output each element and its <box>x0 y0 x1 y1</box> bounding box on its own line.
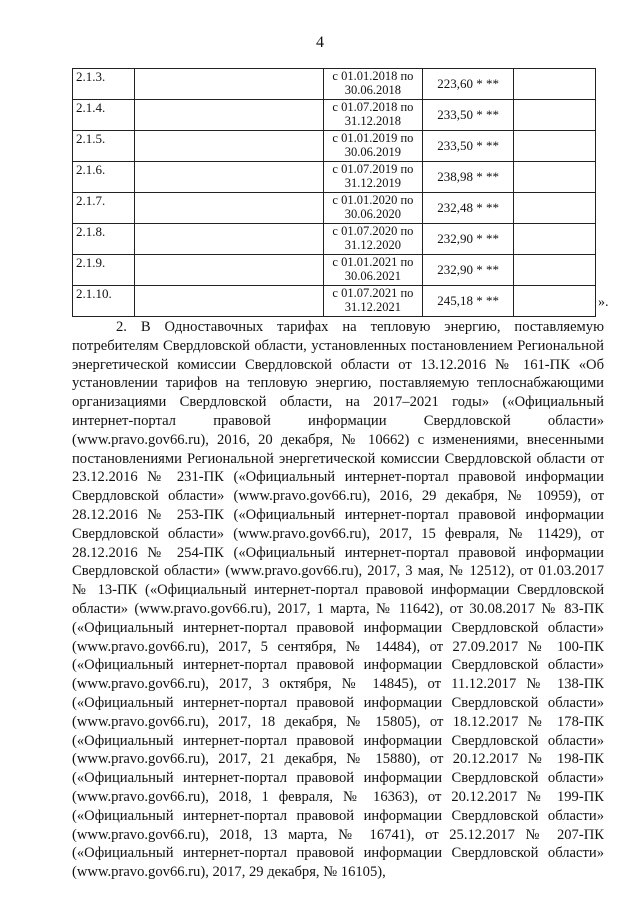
period-start: с 01.07.2018 по <box>332 100 414 114</box>
price-cell: 223,60 * ** <box>423 69 514 100</box>
period-cell <box>323 224 422 255</box>
empty-cell <box>134 255 323 286</box>
empty-cell <box>134 100 323 131</box>
empty-cell <box>134 69 323 100</box>
row-number: 2.1.7. <box>73 193 135 224</box>
period-start: с 01.07.2019 по <box>332 162 414 176</box>
tariff-table <box>72 68 596 317</box>
period-start: с 01.07.2020 по <box>332 224 414 238</box>
row-number: 2.1.9. <box>73 255 135 286</box>
period-cell <box>323 162 422 193</box>
period-end: 31.12.2019 <box>344 176 402 190</box>
price-cell: 238,98 * ** <box>423 162 514 193</box>
table-row <box>73 255 596 286</box>
price-cell: 233,50 * ** <box>423 100 514 131</box>
period-cell <box>323 193 422 224</box>
table-row <box>73 69 596 100</box>
row-number: 2.1.10. <box>73 286 135 317</box>
period-start: с 01.01.2019 по <box>332 131 414 145</box>
period-end: 31.12.2021 <box>344 300 402 314</box>
empty-cell <box>514 69 596 100</box>
empty-cell <box>514 131 596 162</box>
table-row <box>73 193 596 224</box>
table-row <box>73 286 596 317</box>
paragraph-text: 2. В Одноставочных тарифах на тепловую энергию, поставляемую потребителям Свердловской области, установленных постановлением Региональной энергетической комиссии Свердловской области от 13.12.2016 № 161-ПК «Об установлении тарифов на тепловую энергию, поставляемую теплоснабжающими организациями Свердловской области, на 2017–2021 годы» («Официальный интернет-портал правовой информации Свердловской области» (www.pravo.gov66.ru), 2016, 20 декабря, № 10662) с изменениями, внесенными постановлениями Региональной энергетической комиссии Свердловской области от 23.12.2016 № 231-ПК («Официальный интернет-портал правовой информации Свердловской области» (www.pravo.gov66.ru), 2016, 29 декабря, № 10959), от 28.12.2016 № 253-ПК («Официальный интернет-портал правовой информации Свердловской области» (www.pravo.gov66.ru), 2017, 15 февраля, № 11429), от 28.12.2016 № 254-ПК («Официальный интернет-портал правовой информации Свердловской области» (www.pravo.gov66.ru), 2017, 3 мая, № 12512), от 01.03.2017 № 13-ПК («Официальный интернет-портал правовой информации Свердловской области» (www.pravo.gov66.ru), 2017, 1 марта, № 11642), от 30.08.2017 № 83-ПК («Официальный интернет-портал правовой информации Свердловской области» (www.pravo.gov66.ru), 2017, 5 сентября, № 14484), от 27.09.2017 № 100-ПК («Официальный интернет-портал правовой информации Свердловской области» (www.pravo.gov66.ru), 2017, 3 октября, № 14845), от 11.12.2017 № 138-ПК («Официальный интернет-портал правовой информации Свердловской области» (www.pravo.gov66.ru), 2017, 18 декабря, № 15805), от 18.12.2017 № 178-ПК («Официальный интернет-портал правовой информации Свердловской области» (www.pravo.gov66.ru), 2017, 21 декабря, № 15880), от 20.12.2017 № 198-ПК («Официальный интернет-портал правовой информации Свердловской области» (www.pravo.gov66.ru), 2018, 1 февраля, № 16363), от 20.12.2017 № 199-ПК («Официальный интернет-портал правовой информации Свердловской области» (www.pravo.gov66.ru), 2018, 13 марта, № 16741), от 25.12.2017 № 207-ПК («Официальный интернет-портал правовой информации Свердловской области» (www.pravo.gov66.ru), 2017, 29 декабря, № 16105), <box>72 319 604 881</box>
price-cell: 245,18 * ** <box>423 286 514 317</box>
empty-cell <box>134 224 323 255</box>
empty-cell <box>134 162 323 193</box>
period-start: с 01.01.2020 по <box>332 193 414 207</box>
price-cell: 232,48 * ** <box>423 193 514 224</box>
period-cell <box>323 255 422 286</box>
empty-cell <box>134 131 323 162</box>
period-start: с 01.01.2021 по <box>332 255 414 269</box>
tariff-table-body <box>73 69 596 317</box>
price-cell: 232,90 * ** <box>423 224 514 255</box>
row-number: 2.1.4. <box>73 100 135 131</box>
period-end: 31.12.2020 <box>344 238 402 252</box>
period-end: 30.06.2019 <box>344 145 402 159</box>
empty-cell <box>134 286 323 317</box>
empty-cell <box>514 100 596 131</box>
row-number: 2.1.6. <box>73 162 135 193</box>
empty-cell <box>514 224 596 255</box>
row-number: 2.1.3. <box>73 69 135 100</box>
period-end: 30.06.2020 <box>344 207 402 221</box>
table-row <box>73 131 596 162</box>
period-cell <box>323 69 422 100</box>
period-cell <box>323 286 422 317</box>
empty-cell <box>514 255 596 286</box>
empty-cell <box>514 286 596 317</box>
row-number: 2.1.5. <box>73 131 135 162</box>
period-end: 30.06.2018 <box>344 83 402 97</box>
row-number: 2.1.8. <box>73 224 135 255</box>
empty-cell <box>514 193 596 224</box>
period-start: с 01.07.2021 по <box>332 286 414 300</box>
price-cell: 232,90 * ** <box>423 255 514 286</box>
period-cell <box>323 100 422 131</box>
table-row <box>73 100 596 131</box>
amendment-paragraph <box>72 318 604 882</box>
closing-quote: ». <box>598 295 609 310</box>
page-number: 4 <box>316 34 324 51</box>
period-cell <box>323 131 422 162</box>
empty-cell <box>514 162 596 193</box>
period-end: 30.06.2021 <box>344 269 402 283</box>
table-row <box>73 162 596 193</box>
table-row <box>73 224 596 255</box>
period-start: с 01.01.2018 по <box>332 69 414 83</box>
period-end: 31.12.2018 <box>344 114 402 128</box>
price-cell: 233,50 * ** <box>423 131 514 162</box>
empty-cell <box>134 193 323 224</box>
